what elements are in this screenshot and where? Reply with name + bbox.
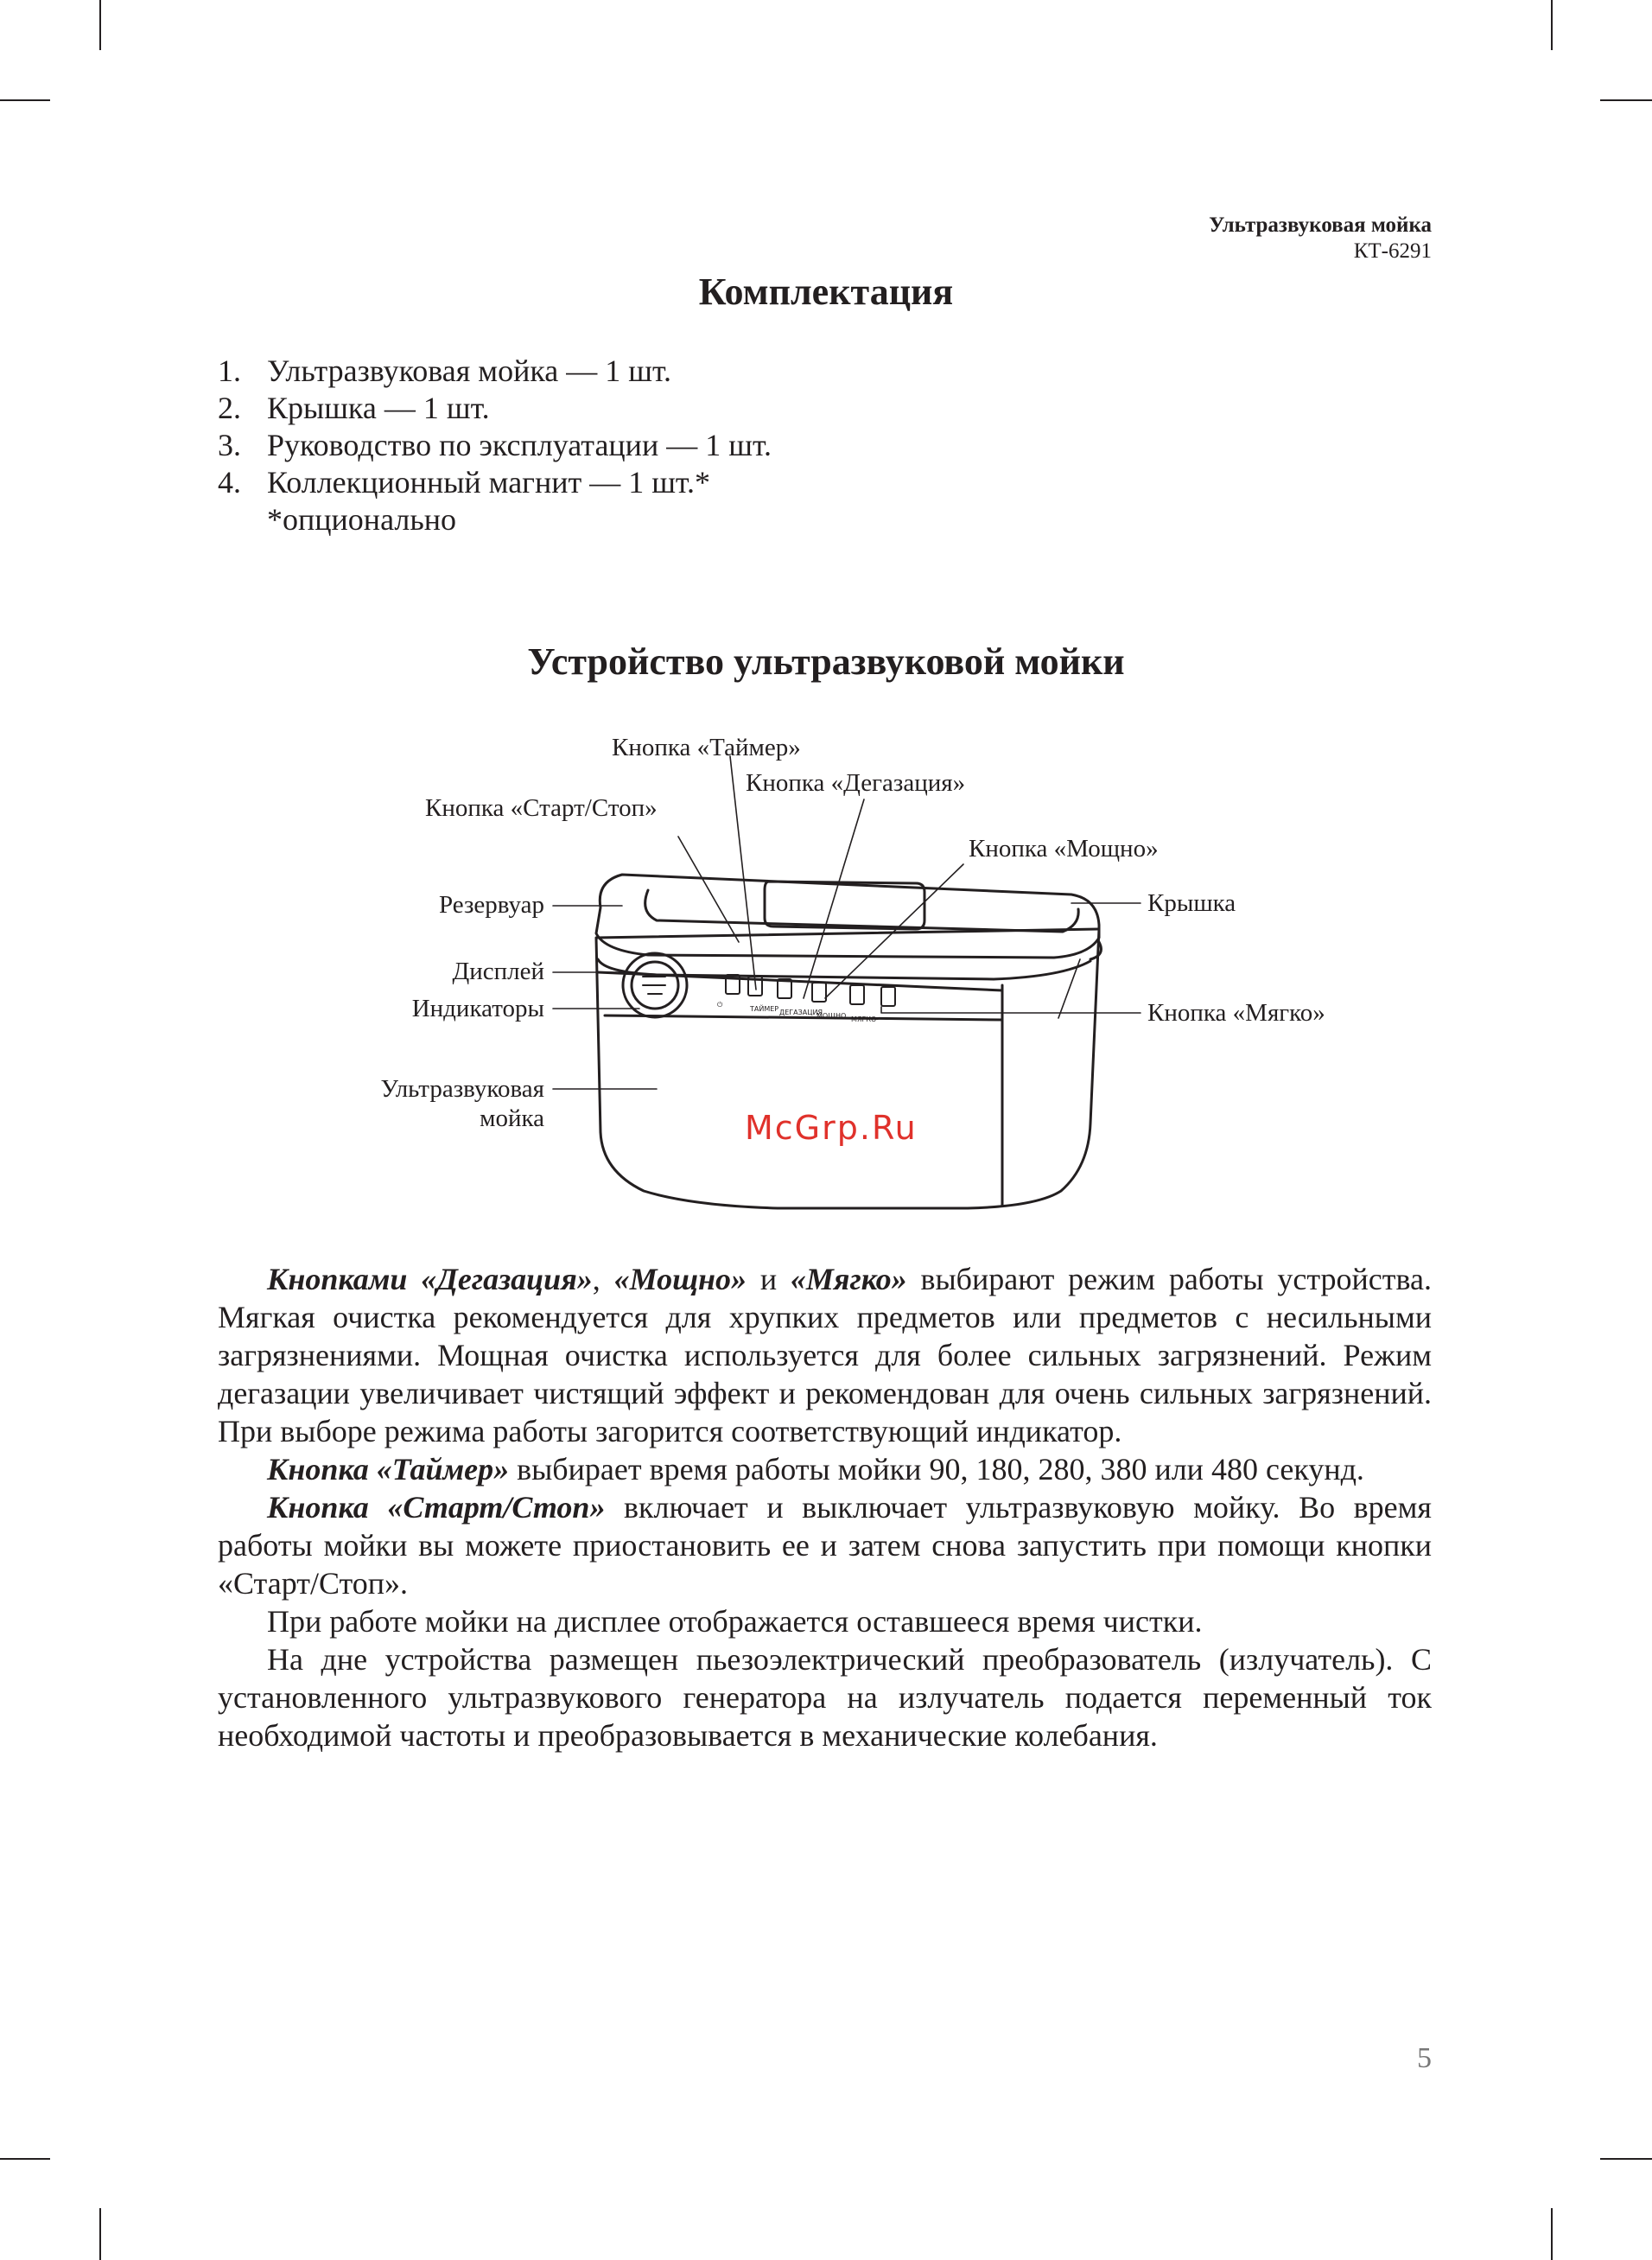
list-item: 4. Коллекционный магнит — 1 шт.*	[218, 465, 710, 500]
panel-mark-soft: МЯГКО	[851, 1015, 877, 1023]
section-title-device: Устройство ультразвуковой мойки	[527, 640, 1125, 683]
panel-mark-degas: ДЕГАЗАЦИЯ	[779, 1009, 823, 1016]
paragraph: Кнопками «Дегазация», «Мощно» и «Мягко» выбирают режим работы устройства. Мягкая очистка рекомендуется для хрупких предметов или предметов с несильными загрязнениями. Мощная очистка используется для более сильных загрязнений. Режим дегазации увеличивает чистящий эффект и рекомендован для очень сильных загрязнений. При выборе режима работы загорится соответствующий индикатор.	[218, 1262, 1433, 1448]
label-startstop: Кнопка «Старт/Стоп»	[425, 794, 658, 822]
panel-button	[850, 985, 864, 1004]
lid-outline	[596, 875, 1099, 958]
leader-line	[678, 837, 739, 942]
label-lid: Крышка	[1147, 889, 1236, 917]
panel-mark-power-mode: МОЩНО	[816, 1012, 847, 1020]
lid-handle	[765, 882, 924, 929]
label-unit: Ультразвуковая мойка	[380, 1075, 544, 1132]
label-reservoir: Резервуар	[439, 891, 544, 919]
label-display: Дисплей	[452, 958, 544, 985]
list-item: 1. Ультразвуковая мойка — 1 шт.	[218, 353, 672, 388]
paragraph: На дне устройства размещен пьезоэлектрический преобразователь (излучатель). С установленного ультразвукового генератора на излучатель подается переменный ток необходимой частоты и преобразовывается в механические колебания.	[218, 1642, 1432, 1753]
unit-body	[596, 929, 1099, 1208]
label-degas: Кнопка «Дегазация»	[746, 769, 966, 797]
list-item: 3. Руководство по эксплуатации — 1 шт.	[218, 428, 772, 462]
panel-button	[812, 983, 826, 1002]
label-timer: Кнопка «Таймер»	[612, 734, 801, 761]
label-indicators: Индикаторы	[411, 995, 544, 1022]
panel-mark-power: ⏻	[717, 1001, 723, 1009]
label-soft: Кнопка «Мягко»	[1147, 999, 1325, 1027]
header-product: Ультразвуковая мойка	[1209, 213, 1432, 237]
header-model: КТ-6291	[1353, 239, 1432, 263]
paragraph: Кнопка «Старт/Стоп» включает и выключает ультразвуковую мойку. Во время работы мойки вы можете приостановить ее и затем снова запустить при помощи кнопки «Старт/Стоп».	[218, 1490, 1432, 1601]
description-text	[218, 1260, 1432, 1754]
paragraph: При работе мойки на дисплее отображается оставшееся время чистки.	[267, 1604, 1203, 1639]
panel-mark-timer: ТАЙМЕР	[750, 1005, 779, 1013]
watermark: McGrp.Ru	[745, 1109, 918, 1147]
section-title-contents: Комплектация	[698, 271, 954, 313]
panel-button	[881, 987, 895, 1006]
page-number: 5	[1417, 2042, 1432, 2074]
label-power: Кнопка «Мощно»	[969, 835, 1159, 863]
leader-line	[881, 1007, 1141, 1013]
paragraph: Кнопка «Таймер» выбирает время работы мойки 90, 180, 280, 380 или 480 секунд.	[267, 1452, 1364, 1487]
optional-note: *опционально	[267, 502, 457, 537]
list-item: 2. Крышка — 1 шт.	[218, 391, 490, 425]
